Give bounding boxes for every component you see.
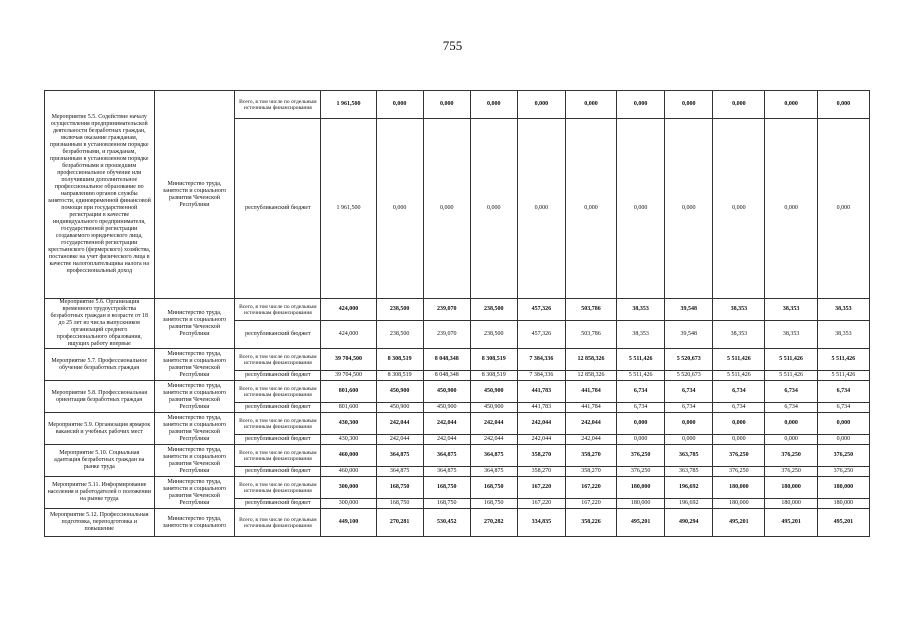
measure-total-row: [45, 445, 870, 467]
amount-cell: 376,250: [765, 467, 817, 477]
executor-cell: Министерство труда, занятости и социального развития Чеченской Республики: [154, 445, 235, 477]
amount-cell: 0,000: [617, 413, 665, 435]
amount-cell: 490,294: [665, 509, 713, 537]
funding-source-cell: республиканский бюджет: [235, 321, 321, 349]
amount-cell: 39 704,500: [321, 371, 376, 381]
amount-cell: 364,875: [376, 467, 423, 477]
amount-cell: 0,000: [665, 435, 713, 445]
measure-total-row: [45, 91, 870, 119]
measure-name-cell: Мероприятие 5.11. Информирование населения и работодателей о положении на рынке труда: [45, 477, 155, 509]
measure-total-row: [45, 381, 870, 403]
executor-cell: Министерство труда, занятости и социального развития Чеченской Республики: [154, 299, 235, 349]
amount-cell: 364,875: [376, 445, 423, 467]
amount-cell: 441,784: [565, 403, 616, 413]
amount-cell: 441,783: [517, 403, 565, 413]
amount-cell: 242,044: [517, 413, 565, 435]
amount-cell: 8 048,348: [423, 371, 470, 381]
amount-cell: 460,000: [321, 445, 376, 467]
measure-name-cell: Мероприятие 5.7. Профессиональное обучение безработных граждан: [45, 349, 155, 381]
amount-cell: 0,000: [617, 119, 665, 299]
funding-source-cell: республиканский бюджет: [235, 435, 321, 445]
amount-cell: 196,692: [665, 499, 713, 509]
amount-cell: 38,353: [817, 321, 869, 349]
amount-cell: 0,000: [817, 435, 869, 445]
amount-cell: 6,734: [765, 403, 817, 413]
funding-source-cell: республиканский бюджет: [235, 467, 321, 477]
amount-cell: 0,000: [376, 91, 423, 119]
amount-cell: 441,783: [517, 381, 565, 403]
amount-cell: 8 308,519: [376, 371, 423, 381]
measure-name-cell: Мероприятие 5.6. Организация временного трудоустройства безработных граждан в возрасте от 18 до 25 лет из числа выпускников организаций среднего профессионального образования, ищущих работу впервые: [45, 299, 155, 349]
amount-cell: 0,000: [423, 119, 470, 299]
amount-cell: 424,000: [321, 321, 376, 349]
amount-cell: 6,734: [665, 381, 713, 403]
executor-cell: Министерство труда, занятости и социального развития Чеченской Республики: [154, 477, 235, 509]
amount-cell: 196,692: [665, 477, 713, 499]
amount-cell: 364,875: [423, 467, 470, 477]
amount-cell: 180,000: [817, 499, 869, 509]
amount-cell: 38,353: [617, 299, 665, 321]
amount-cell: 376,250: [713, 445, 765, 467]
amount-cell: 363,785: [665, 467, 713, 477]
amount-cell: 6,734: [817, 381, 869, 403]
amount-cell: 6,734: [665, 403, 713, 413]
amount-cell: 376,250: [817, 467, 869, 477]
amount-cell: 168,750: [470, 477, 517, 499]
amount-cell: 39,548: [665, 321, 713, 349]
amount-cell: 8 308,519: [376, 349, 423, 371]
funding-source-cell: Всего, в том числе по отдельным источникам финансирования: [235, 349, 321, 371]
amount-cell: 8 308,519: [470, 349, 517, 371]
amount-cell: 0,000: [817, 119, 869, 299]
amount-cell: 450,900: [376, 403, 423, 413]
amount-cell: 376,250: [617, 445, 665, 467]
amount-cell: 0,000: [423, 91, 470, 119]
funding-source-cell: республиканский бюджет: [235, 403, 321, 413]
amount-cell: 39 704,500: [321, 349, 376, 371]
executor-cell: Министерство труда, занятости и социального развития Чеченской Республики: [154, 413, 235, 445]
measure-total-row: [45, 477, 870, 499]
amount-cell: 5 511,426: [617, 371, 665, 381]
amount-cell: 7 384,336: [517, 371, 565, 381]
amount-cell: 450,900: [470, 403, 517, 413]
amount-cell: 270,281: [376, 509, 423, 537]
amount-cell: 167,220: [565, 477, 616, 499]
amount-cell: 168,750: [376, 477, 423, 499]
amount-cell: 5 511,426: [817, 349, 869, 371]
amount-cell: 167,220: [517, 477, 565, 499]
amount-cell: 460,000: [321, 467, 376, 477]
amount-cell: 242,044: [376, 435, 423, 445]
amount-cell: 503,786: [565, 321, 616, 349]
amount-cell: 430,300: [321, 435, 376, 445]
amount-cell: 300,000: [321, 499, 376, 509]
amount-cell: 38,353: [765, 321, 817, 349]
amount-cell: 8 308,519: [470, 371, 517, 381]
amount-cell: 180,000: [817, 477, 869, 499]
funding-source-cell: Всего, в том числе по отдельным источникам финансирования: [235, 299, 321, 321]
amount-cell: 450,900: [423, 403, 470, 413]
amount-cell: 0,000: [713, 413, 765, 435]
amount-cell: 495,201: [817, 509, 869, 537]
amount-cell: 0,000: [665, 413, 713, 435]
amount-cell: 6,734: [617, 403, 665, 413]
measure-name-cell: Мероприятие 5.10. Социальная адаптация безработных граждан на рынке труда: [45, 445, 155, 477]
amount-cell: 0,000: [713, 119, 765, 299]
amount-cell: 6,734: [713, 381, 765, 403]
amount-cell: 180,000: [617, 477, 665, 499]
measure-total-row: [45, 349, 870, 371]
executor-cell: Министерство труда, занятости и социального развития Чеченской Республики: [154, 91, 235, 299]
amount-cell: 450,900: [470, 381, 517, 403]
amount-cell: 801,600: [321, 381, 376, 403]
measure-total-row: [45, 509, 870, 537]
amount-cell: 238,500: [470, 299, 517, 321]
amount-cell: 242,044: [423, 435, 470, 445]
funding-source-cell: республиканский бюджет: [235, 499, 321, 509]
amount-cell: 363,785: [665, 445, 713, 467]
amount-cell: 38,353: [617, 321, 665, 349]
funding-source-cell: Всего, в том числе по отдельным источникам финансирования: [235, 413, 321, 435]
amount-cell: 12 858,326: [565, 371, 616, 381]
amount-cell: 5 511,426: [817, 371, 869, 381]
amount-cell: 0,000: [765, 119, 817, 299]
amount-cell: 180,000: [765, 499, 817, 509]
amount-cell: 334,835: [517, 509, 565, 537]
amount-cell: 0,000: [765, 435, 817, 445]
funding-source-cell: Всего, в том числе по отдельным источникам финансирования: [235, 509, 321, 537]
amount-cell: 364,875: [470, 445, 517, 467]
amount-cell: 242,044: [423, 413, 470, 435]
amount-cell: 238,500: [376, 299, 423, 321]
amount-cell: 0,000: [817, 413, 869, 435]
amount-cell: 0,000: [565, 119, 616, 299]
funding-source-cell: республиканский бюджет: [235, 119, 321, 299]
amount-cell: 0,000: [765, 91, 817, 119]
amount-cell: 6,734: [765, 381, 817, 403]
amount-cell: 358,270: [517, 467, 565, 477]
amount-cell: 0,000: [817, 91, 869, 119]
measure-total-row: [45, 413, 870, 435]
amount-cell: 167,220: [565, 499, 616, 509]
funding-source-cell: Всего, в том числе по отдельным источникам финансирования: [235, 445, 321, 467]
amount-cell: 0,000: [470, 119, 517, 299]
amount-cell: 0,000: [470, 91, 517, 119]
amount-cell: 1 961,500: [321, 91, 376, 119]
amount-cell: 5 511,426: [713, 371, 765, 381]
amount-cell: 6,734: [617, 381, 665, 403]
measure-name-cell: Мероприятие 5.9. Организация ярмарок вакансий и учебных рабочих мест: [45, 413, 155, 445]
amount-cell: 5 511,426: [765, 371, 817, 381]
funding-source-cell: Всего, в том числе по отдельным источникам финансирования: [235, 91, 321, 119]
amount-cell: 449,100: [321, 509, 376, 537]
amount-cell: 38,353: [817, 299, 869, 321]
amount-cell: 270,282: [470, 509, 517, 537]
executor-cell: Министерство труда, занятости и социального развития Чеченской Республики: [154, 349, 235, 381]
amount-cell: 0,000: [665, 91, 713, 119]
amount-cell: 0,000: [376, 119, 423, 299]
amount-cell: 0,000: [665, 119, 713, 299]
amount-cell: 167,220: [517, 499, 565, 509]
amount-cell: 239,070: [423, 299, 470, 321]
amount-cell: 0,000: [565, 91, 616, 119]
amount-cell: 180,000: [713, 477, 765, 499]
amount-cell: 238,500: [470, 321, 517, 349]
amount-cell: 7 384,336: [517, 349, 565, 371]
amount-cell: 0,000: [517, 91, 565, 119]
amount-cell: 495,201: [765, 509, 817, 537]
amount-cell: 242,044: [376, 413, 423, 435]
amount-cell: 168,750: [376, 499, 423, 509]
amount-cell: 0,000: [713, 91, 765, 119]
amount-cell: 1 961,500: [321, 119, 376, 299]
amount-cell: 5 520,673: [665, 349, 713, 371]
amount-cell: 495,201: [617, 509, 665, 537]
amount-cell: 358,270: [565, 467, 616, 477]
amount-cell: 38,353: [713, 321, 765, 349]
amount-cell: 0,000: [713, 435, 765, 445]
executor-cell: Министерство труда, занятости и социального: [154, 509, 235, 537]
budget-table: [44, 90, 870, 537]
measure-name-cell: Мероприятие 5.5. Содействие началу осуществления предпринимательской деятельности безработных граждан, включая оказание гражданам, признанным в установленном порядке безработными, и гражданам, признанным в установленном порядке безработными и прошедшим профессиональное обучение или получившим дополнительное профессиональное образование по направлению органов службы занятости, единовременной финансовой помощи при государственной регистрации в качестве индивидуального предпринимателя, государственной регистрации создаваемого юридического лица, государственной регистрации крестьянского (фермерского) хозяйства, постановке на учет физического лица в качестве налогоплательщика налога на профессиональный доход: [45, 91, 155, 299]
amount-cell: 180,000: [617, 499, 665, 509]
amount-cell: 801,600: [321, 403, 376, 413]
amount-cell: 530,452: [423, 509, 470, 537]
amount-cell: 376,250: [617, 467, 665, 477]
amount-cell: 168,750: [470, 499, 517, 509]
amount-cell: 239,070: [423, 321, 470, 349]
amount-cell: 242,044: [517, 435, 565, 445]
measure-total-row: [45, 299, 870, 321]
amount-cell: 6,734: [713, 403, 765, 413]
amount-cell: 364,875: [423, 445, 470, 467]
amount-cell: 242,044: [470, 413, 517, 435]
amount-cell: 238,500: [376, 321, 423, 349]
amount-cell: 457,326: [517, 321, 565, 349]
measure-name-cell: Мероприятие 5.12. Профессиональная подготовка, переподготовка и повышение: [45, 509, 155, 537]
funding-source-cell: Всего, в том числе по отдельным источникам финансирования: [235, 381, 321, 403]
amount-cell: 8 048,348: [423, 349, 470, 371]
amount-cell: 300,000: [321, 477, 376, 499]
amount-cell: 39,548: [665, 299, 713, 321]
amount-cell: 0,000: [517, 119, 565, 299]
amount-cell: 242,044: [470, 435, 517, 445]
amount-cell: 376,250: [713, 467, 765, 477]
amount-cell: 441,784: [565, 381, 616, 403]
amount-cell: 6,734: [817, 403, 869, 413]
amount-cell: 5 511,426: [765, 349, 817, 371]
amount-cell: 168,750: [423, 477, 470, 499]
amount-cell: 424,000: [321, 299, 376, 321]
amount-cell: 358,270: [565, 445, 616, 467]
amount-cell: 430,300: [321, 413, 376, 435]
amount-cell: 450,900: [423, 381, 470, 403]
amount-cell: 358,226: [565, 509, 616, 537]
amount-cell: 376,250: [765, 445, 817, 467]
amount-cell: 503,786: [565, 299, 616, 321]
amount-cell: 38,353: [713, 299, 765, 321]
amount-cell: 450,900: [376, 381, 423, 403]
amount-cell: 358,270: [517, 445, 565, 467]
amount-cell: 457,326: [517, 299, 565, 321]
amount-cell: 0,000: [617, 91, 665, 119]
amount-cell: 0,000: [617, 435, 665, 445]
executor-cell: Министерство труда, занятости и социального развития Чеченской Республики: [154, 381, 235, 413]
funding-source-cell: Всего, в том числе по отдельным источникам финансирования: [235, 477, 321, 499]
funding-source-cell: республиканский бюджет: [235, 371, 321, 381]
amount-cell: 242,044: [565, 435, 616, 445]
amount-cell: 180,000: [713, 499, 765, 509]
amount-cell: 376,250: [817, 445, 869, 467]
amount-cell: 364,875: [470, 467, 517, 477]
measure-name-cell: Мероприятие 5.8. Профессиональная ориентация безработных граждан: [45, 381, 155, 413]
amount-cell: 5 511,426: [617, 349, 665, 371]
amount-cell: 180,000: [765, 477, 817, 499]
amount-cell: 12 858,326: [565, 349, 616, 371]
amount-cell: 0,000: [765, 413, 817, 435]
amount-cell: 495,201: [713, 509, 765, 537]
amount-cell: 168,750: [423, 499, 470, 509]
amount-cell: 5 511,426: [713, 349, 765, 371]
amount-cell: 38,353: [765, 299, 817, 321]
amount-cell: 5 520,673: [665, 371, 713, 381]
amount-cell: 242,044: [565, 413, 616, 435]
page-number: 755: [442, 38, 463, 53]
